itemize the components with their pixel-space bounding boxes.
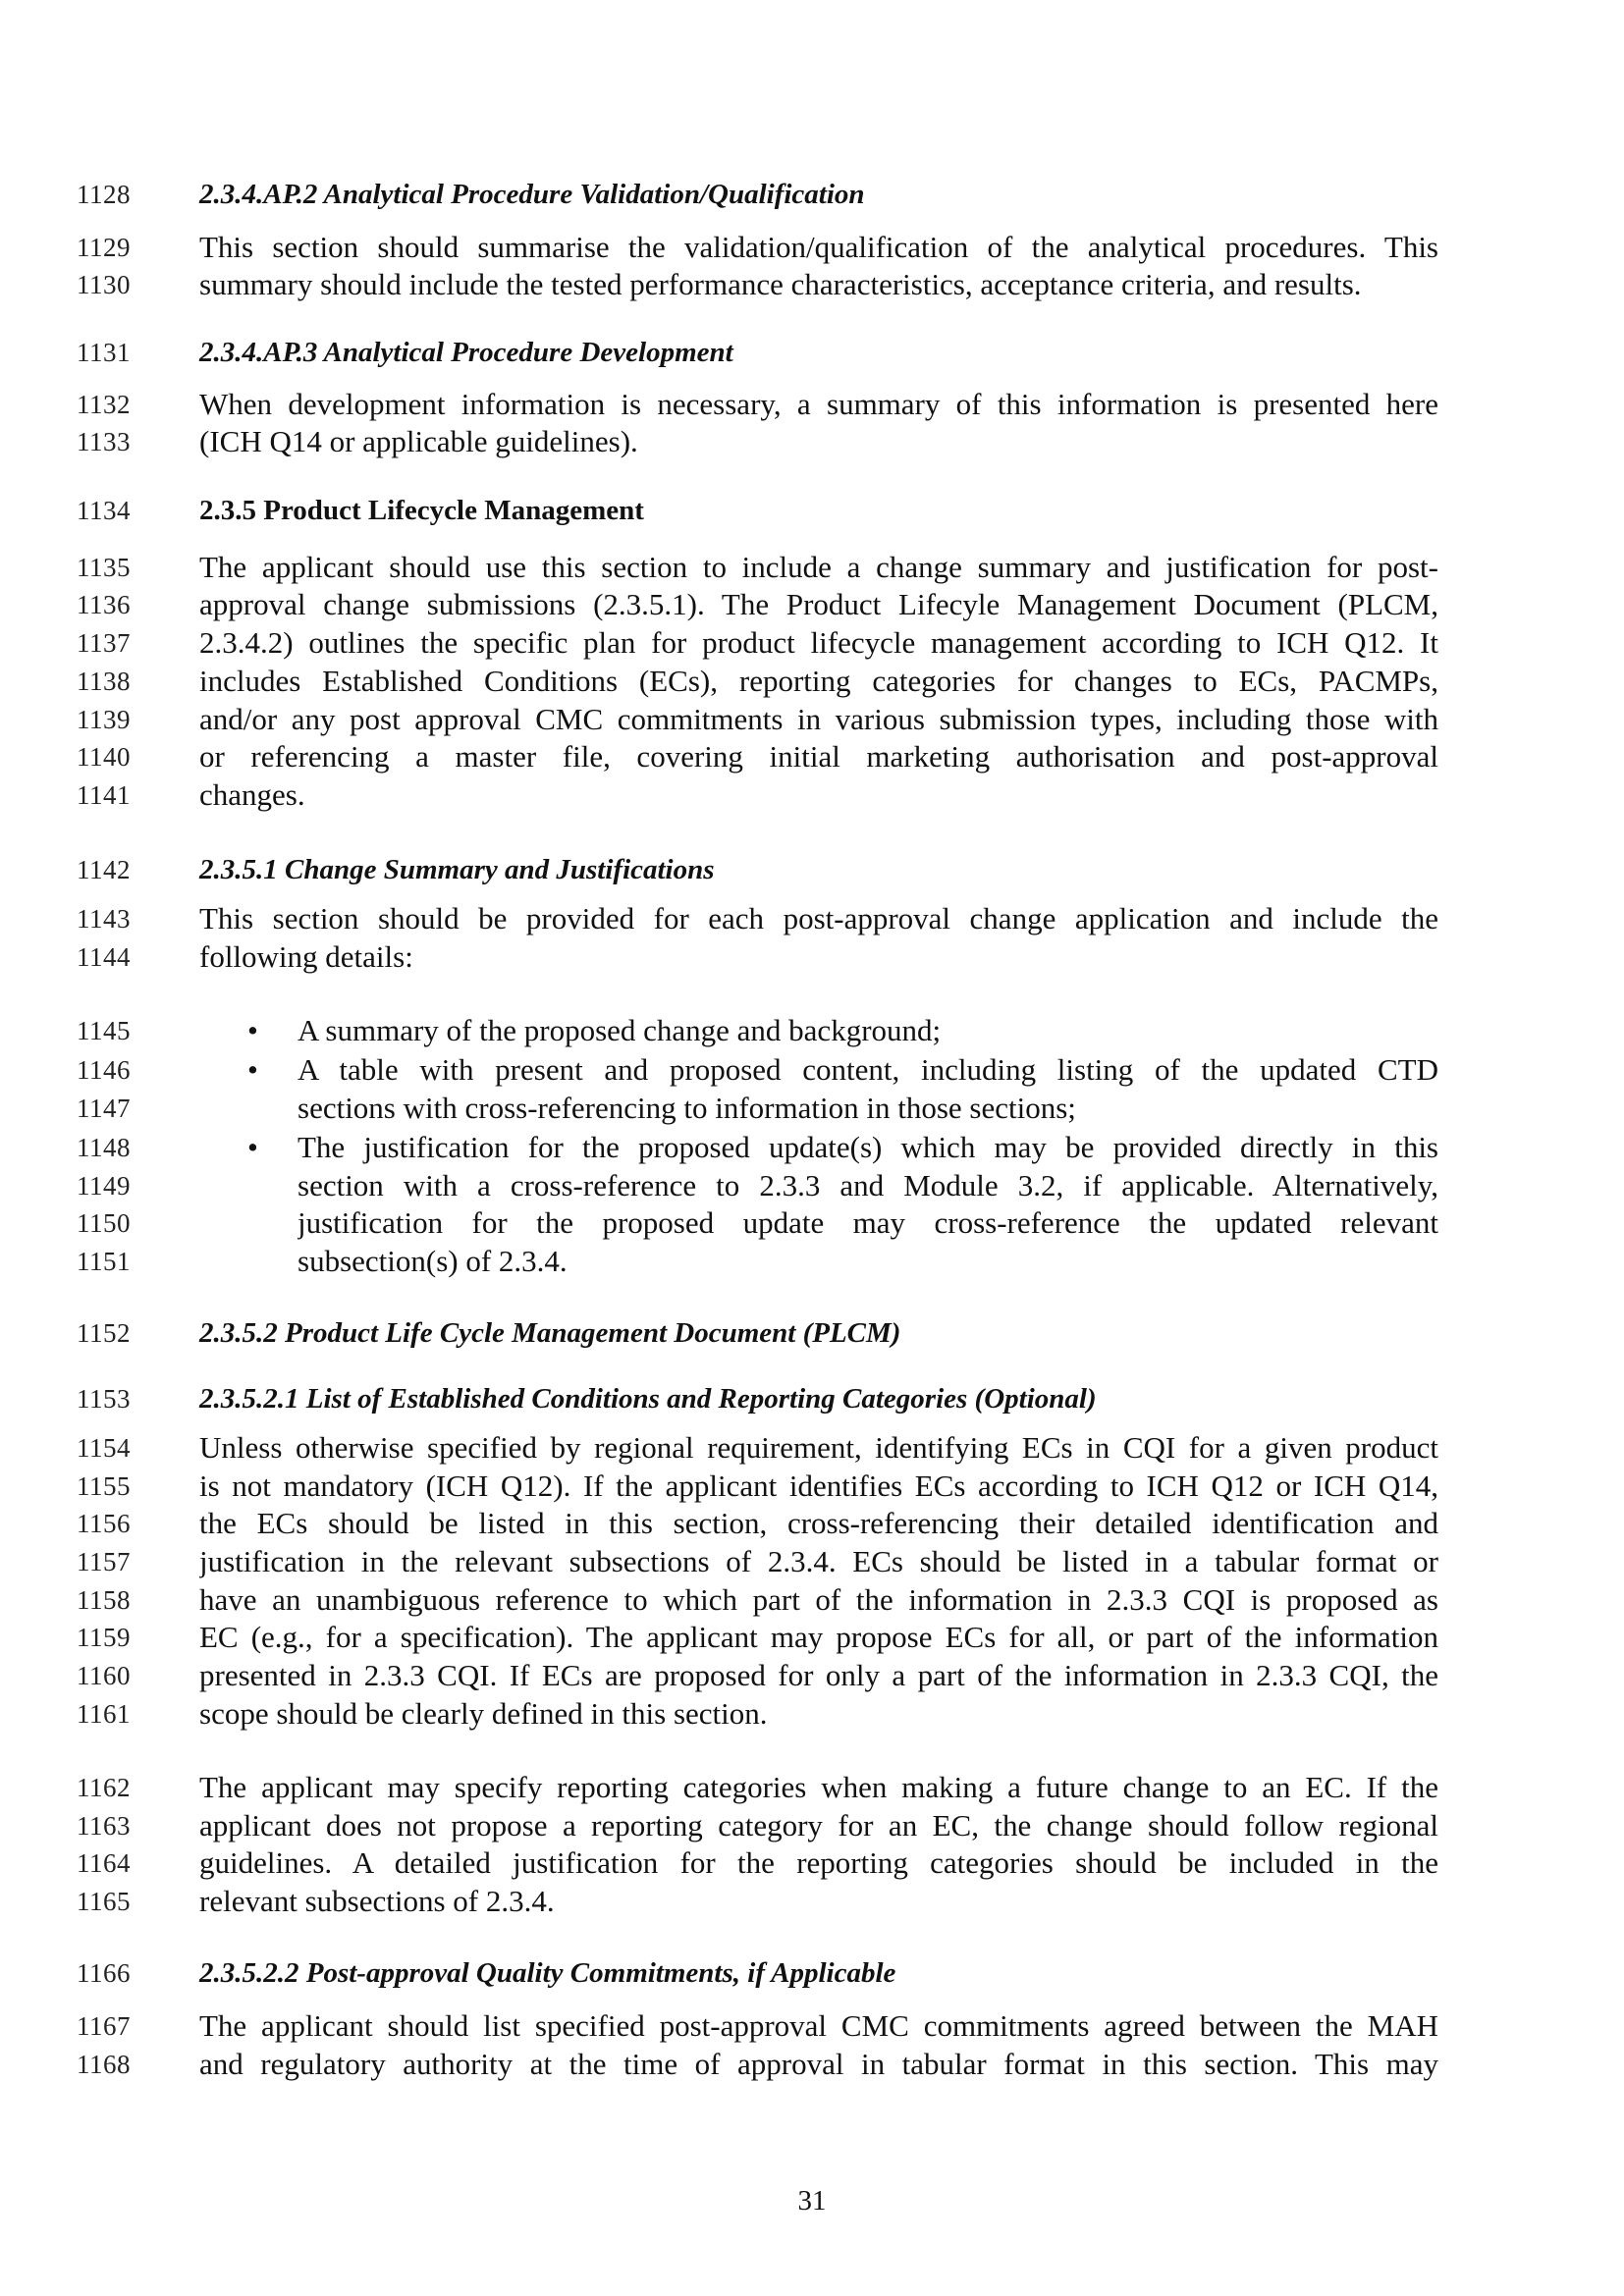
body-text: following details:: [199, 939, 413, 974]
bullet-item-text: justification for the proposed update may cross-reference the updated relevant: [298, 1205, 1438, 1240]
text-line: [0, 385, 1624, 424]
line-number: 1156: [77, 1509, 131, 1538]
text-line: [0, 1089, 1624, 1128]
text-line: [0, 1050, 1624, 1090]
text-line: [0, 1542, 1624, 1581]
body-text: the ECs should be listed in this section, cross-referencing their detailed identification and: [199, 1506, 1438, 1540]
body-text: summary should include the tested performance characteristics, acceptance criteria, and results.: [199, 267, 1362, 301]
body-text: Unless otherwise specified by regional requirement, identifying ECs in CQI for a given product: [199, 1430, 1438, 1465]
text-line: [0, 585, 1624, 624]
section-heading: 2.3.4.AP.3 Analytical Procedure Development: [199, 337, 733, 368]
line-number: 1150: [77, 1208, 131, 1238]
line-number: 1166: [77, 1958, 131, 1988]
section-heading: 2.3.5 Product Lifecycle Management: [199, 495, 644, 526]
text-line: [0, 775, 1624, 815]
bullet-icon: •: [247, 1013, 258, 1047]
text-line: [0, 700, 1624, 739]
bullet-icon: •: [247, 1130, 258, 1164]
body-text: This section should summarise the validation/qualification of the analytical procedures. This: [199, 230, 1438, 264]
body-text: is not mandatory (ICH Q12). If the applicant identifies ECs according to ICH Q12 or ICH Q14,: [199, 1468, 1438, 1503]
body-text: guidelines. A detailed justification for the reporting categories should be included in the: [199, 1845, 1438, 1880]
text-line: [0, 1618, 1624, 1657]
line-number: 1167: [77, 2011, 131, 2041]
line-number: 1135: [77, 553, 131, 582]
body-text: presented in 2.3.3 CQI. If ECs are proposed for only a part of the information in 2.3.3 CQI, the: [199, 1658, 1438, 1692]
text-line: [0, 1882, 1624, 1921]
line-number: 1159: [77, 1623, 131, 1652]
text-line: [0, 850, 1624, 889]
text-line: [0, 548, 1624, 587]
page-number: 31: [797, 2185, 827, 2216]
text-line: [0, 1467, 1624, 1506]
text-line: [0, 491, 1624, 530]
line-number: 1141: [77, 780, 131, 810]
line-number: 1140: [77, 742, 131, 772]
line-number: 1149: [77, 1171, 131, 1201]
text-line: [0, 1694, 1624, 1734]
line-number: 1154: [77, 1433, 131, 1463]
line-number: 1155: [77, 1471, 131, 1501]
bullet-item-text: subsection(s) of 2.3.4.: [298, 1244, 568, 1278]
body-text: scope should be clearly defined in this section.: [199, 1696, 768, 1731]
text-line: [0, 937, 1624, 977]
line-number: 1132: [77, 390, 131, 419]
bullet-item-text: The justification for the proposed update(s) which may be provided directly in this: [298, 1130, 1438, 1164]
body-text: and regulatory authority at the time of approval in tabular format in this section. This may: [199, 2047, 1438, 2081]
bullet-item-text: section with a cross-reference to 2.3.3 and Module 3.2, if applicable. Alternatively,: [298, 1168, 1438, 1202]
line-number: 1158: [77, 1585, 131, 1615]
body-text: and/or any post approval CMC commitments in various submission types, including those with: [199, 702, 1438, 736]
text-line: [0, 1953, 1624, 1993]
text-line: [0, 1843, 1624, 1883]
text-line: [0, 899, 1624, 938]
text-line: [0, 1504, 1624, 1543]
body-text: The applicant may specify reporting categories when making a future change to an EC. If the: [199, 1770, 1438, 1804]
text-line: [0, 1242, 1624, 1281]
bullet-item-text: A table with present and proposed content, including listing of the updated CTD: [298, 1052, 1438, 1087]
bullet-item-text: A summary of the proposed change and background;: [298, 1013, 942, 1047]
line-number: 1164: [77, 1848, 131, 1878]
line-number: 1129: [77, 233, 131, 262]
line-number: 1163: [77, 1811, 131, 1841]
body-text: EC (e.g., for a specification). The applicant may propose ECs for all, or part of the information: [199, 1620, 1438, 1654]
line-number: 1134: [77, 496, 131, 525]
text-line: [0, 333, 1624, 372]
line-number: 1147: [77, 1094, 131, 1123]
body-text: applicant does not propose a reporting category for an EC, the change should follow regional: [199, 1808, 1438, 1842]
line-number: 1162: [77, 1773, 131, 1802]
section-heading: 2.3.5.1 Change Summary and Justifications: [199, 854, 715, 885]
line-number: 1152: [77, 1318, 131, 1348]
text-line: [0, 1128, 1624, 1167]
text-line: [0, 737, 1624, 776]
body-text: The applicant should list specified post-approval CMC commitments agreed between the MAH: [199, 2008, 1438, 2043]
body-text: approval change submissions (2.3.5.1). The Product Lifecyle Management Document (PLCM,: [199, 587, 1438, 621]
body-text: relevant subsections of 2.3.4.: [199, 1884, 555, 1918]
body-text: or referencing a master file, covering initial marketing authorisation and post-approval: [199, 739, 1438, 774]
section-heading: 2.3.5.2 Product Life Cycle Management Document (PLCM): [199, 1317, 901, 1349]
body-text: justification in the relevant subsections of 2.3.4. ECs should be listed in a tabular format or: [199, 1544, 1438, 1578]
text-line: [0, 1806, 1624, 1845]
text-line: [0, 1656, 1624, 1695]
line-number: 1151: [77, 1247, 131, 1276]
text-line: [0, 2006, 1624, 2046]
bullet-icon: •: [247, 1052, 258, 1087]
body-text: 2.3.4.2) outlines the specific plan for product lifecycle management according to ICH Q12. It: [199, 625, 1438, 660]
line-number: 1131: [77, 338, 131, 367]
text-line: [0, 228, 1624, 267]
text-line: [0, 175, 1624, 214]
text-line: [0, 662, 1624, 701]
body-text: The applicant should use this section to include a change summary and justification for post-: [199, 550, 1438, 584]
line-number: 1138: [77, 667, 131, 696]
body-text: changes.: [199, 777, 305, 812]
line-number: 1142: [77, 855, 131, 884]
line-number: 1160: [77, 1661, 131, 1690]
section-heading: 2.3.5.2.2 Post-approval Quality Commitments, if Applicable: [199, 1957, 896, 1989]
text-line: [0, 1428, 1624, 1468]
line-number: 1146: [77, 1055, 131, 1085]
line-number: 1136: [77, 590, 131, 619]
line-number: 1157: [77, 1547, 131, 1576]
text-line: [0, 265, 1624, 304]
text-line: [0, 1203, 1624, 1243]
bullet-item-text: sections with cross-referencing to information in those sections;: [298, 1091, 1076, 1125]
text-line: [0, 2045, 1624, 2084]
line-number: 1165: [77, 1887, 131, 1916]
text-line: [0, 1011, 1624, 1050]
line-number: 1128: [77, 180, 131, 209]
text-line: [0, 1580, 1624, 1620]
section-heading: 2.3.5.2.1 List of Established Conditions and Reporting Categories (Optional): [199, 1383, 1097, 1415]
line-number: 1161: [77, 1699, 131, 1729]
line-number: 1148: [77, 1133, 131, 1162]
line-number: 1143: [77, 904, 131, 934]
text-line: [0, 1379, 1624, 1418]
line-number: 1139: [77, 705, 131, 734]
body-text: (ICH Q14 or applicable guidelines).: [199, 424, 638, 458]
line-number: 1137: [77, 628, 131, 658]
line-number: 1145: [77, 1016, 131, 1045]
line-number: 1168: [77, 2050, 131, 2079]
body-text: includes Established Conditions (ECs), reporting categories for changes to ECs, PACMPs,: [199, 664, 1438, 698]
line-number: 1130: [77, 270, 131, 299]
line-number: 1133: [77, 427, 131, 456]
body-text: This section should be provided for each post-approval change application and include the: [199, 901, 1438, 935]
line-number: 1144: [77, 942, 131, 972]
line-number: 1153: [77, 1384, 131, 1414]
section-heading: 2.3.4.AP.2 Analytical Procedure Validation/Qualification: [199, 179, 865, 210]
text-line: [0, 623, 1624, 663]
body-text: When development information is necessary, a summary of this information is presented here: [199, 387, 1438, 421]
text-line: [0, 1166, 1624, 1205]
text-line: [0, 1768, 1624, 1807]
body-text: have an unambiguous reference to which part of the information in 2.3.3 CQI is proposed as: [199, 1582, 1438, 1617]
text-line: [0, 422, 1624, 461]
text-line: [0, 1313, 1624, 1353]
